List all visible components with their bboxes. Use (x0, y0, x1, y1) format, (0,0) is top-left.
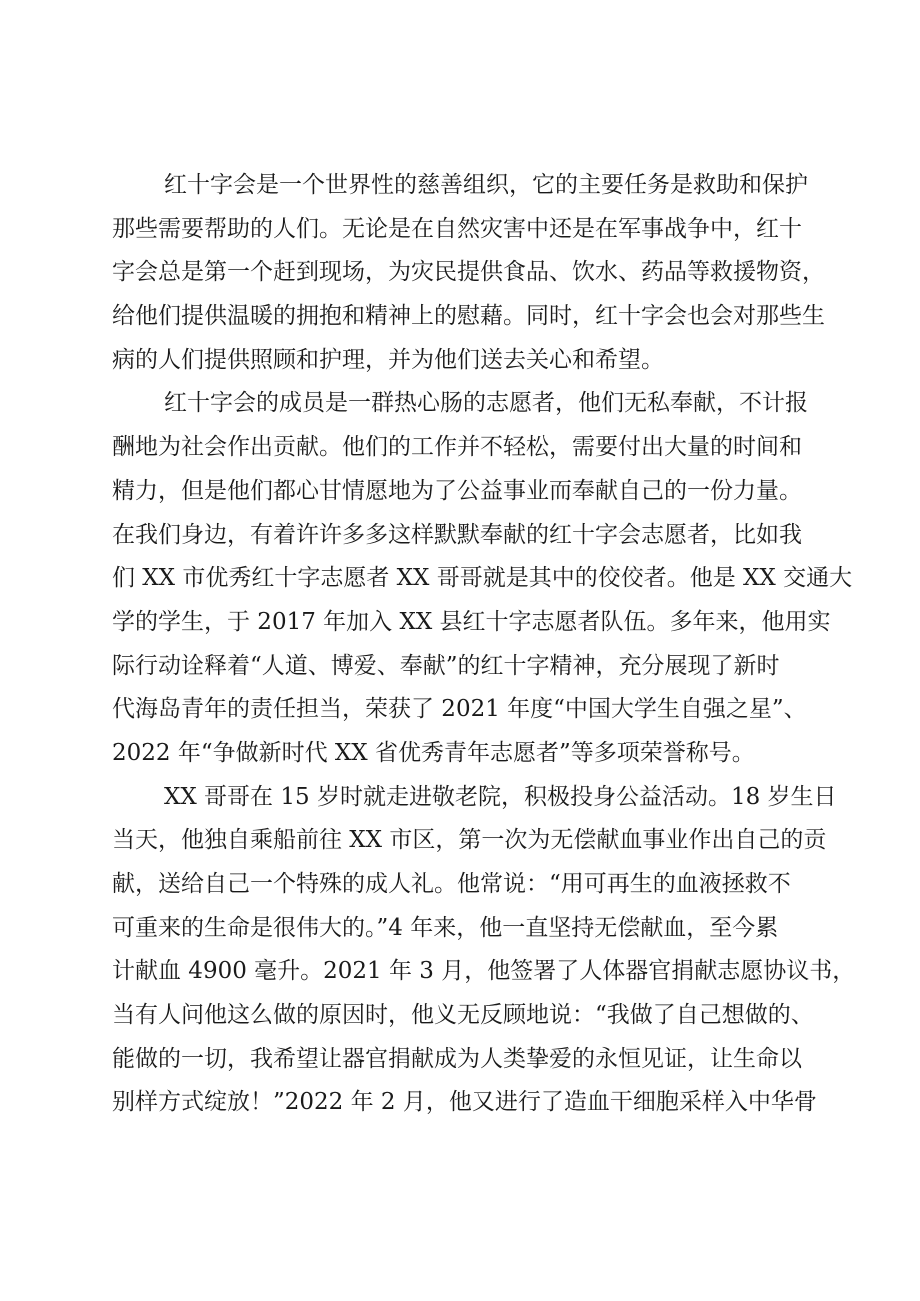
text-line: 计献血 4900 毫升。2021 年 3 月，他签署了人体器官捐献志愿协议书， (112, 958, 856, 985)
text-line: 别样方式绽放！”2022 年 2 月，他又进行了造血干细胞采样入中华骨 (112, 1089, 817, 1116)
text-line: 们 XX 市优秀红十字志愿者 XX 哥哥就是其中的佼佼者。他是 XX 交通大 (112, 565, 853, 592)
document-body (112, 164, 856, 1125)
text-line: 可重来的生命是很伟大的。”4 年来，他一直坚持无偿献血，至今累 (112, 914, 779, 941)
text-line: XX 哥哥在 15 岁时就走进敬老院，积极投身公益活动。18 岁生日 (164, 783, 837, 810)
text-line: 代海岛青年的责任担当，荣获了 2021 年度“中国大学生自强之星”、 (112, 696, 807, 723)
text-line: 在我们身边，有着许许多多这样默默奉献的红十字会志愿者，比如我 (112, 521, 802, 548)
text-line: 给他们提供温暖的拥抱和精神上的慰藉。同时，红十字会也会对那些生 (112, 303, 825, 330)
text-line: 能做的一切，我希望让器官捐献成为人类挚爱的永恒见证，让生命以 (112, 1045, 802, 1072)
text-line: 那些需要帮助的人们。无论是在自然灾害中还是在军事战争中，红十 (112, 215, 802, 242)
text-line: 当有人问他这么做的原因时，他义无反顾地说：“我做了自己想做的、 (112, 1002, 814, 1029)
text-line: 际行动诠释着“人道、博爱、奉献”的红十字精神，充分展现了新时 (112, 652, 780, 679)
text-line: 精力，但是他们都心甘情愿地为了公益事业而奉献自己的一份力量。 (112, 477, 802, 504)
text-line: 2022 年“争做新时代 XX 省优秀青年志愿者”等多项荣誉称号。 (112, 739, 755, 766)
text-line: 病的人们提供照顾和护理，并为他们送去关心和希望。 (112, 346, 664, 373)
text-line: 学的学生，于 2017 年加入 XX 县红十字志愿者队伍。多年来，他用实 (112, 608, 831, 635)
text-line: 红十字会是一个世界性的慈善组织，它的主要任务是救助和保护 (164, 172, 808, 198)
text-line: 当天，他独自乘船前往 XX 市区，第一次为无偿献血事业作出自己的贡 (112, 827, 827, 854)
text-line: 酬地为社会作出贡献。他们的工作并不轻松，需要付出大量的时间和 (112, 434, 802, 461)
text-line: 字会总是第一个赶到现场，为灾民提供食品、饮水、药品等救援物资， (112, 259, 825, 286)
text-line: 红十字会的成员是一群热心肠的志愿者，他们无私奉献，不计报 (164, 390, 808, 417)
text-line: 献，送给自己一个特殊的成人礼。他常说：“用可再生的血液拯救不 (112, 871, 791, 897)
